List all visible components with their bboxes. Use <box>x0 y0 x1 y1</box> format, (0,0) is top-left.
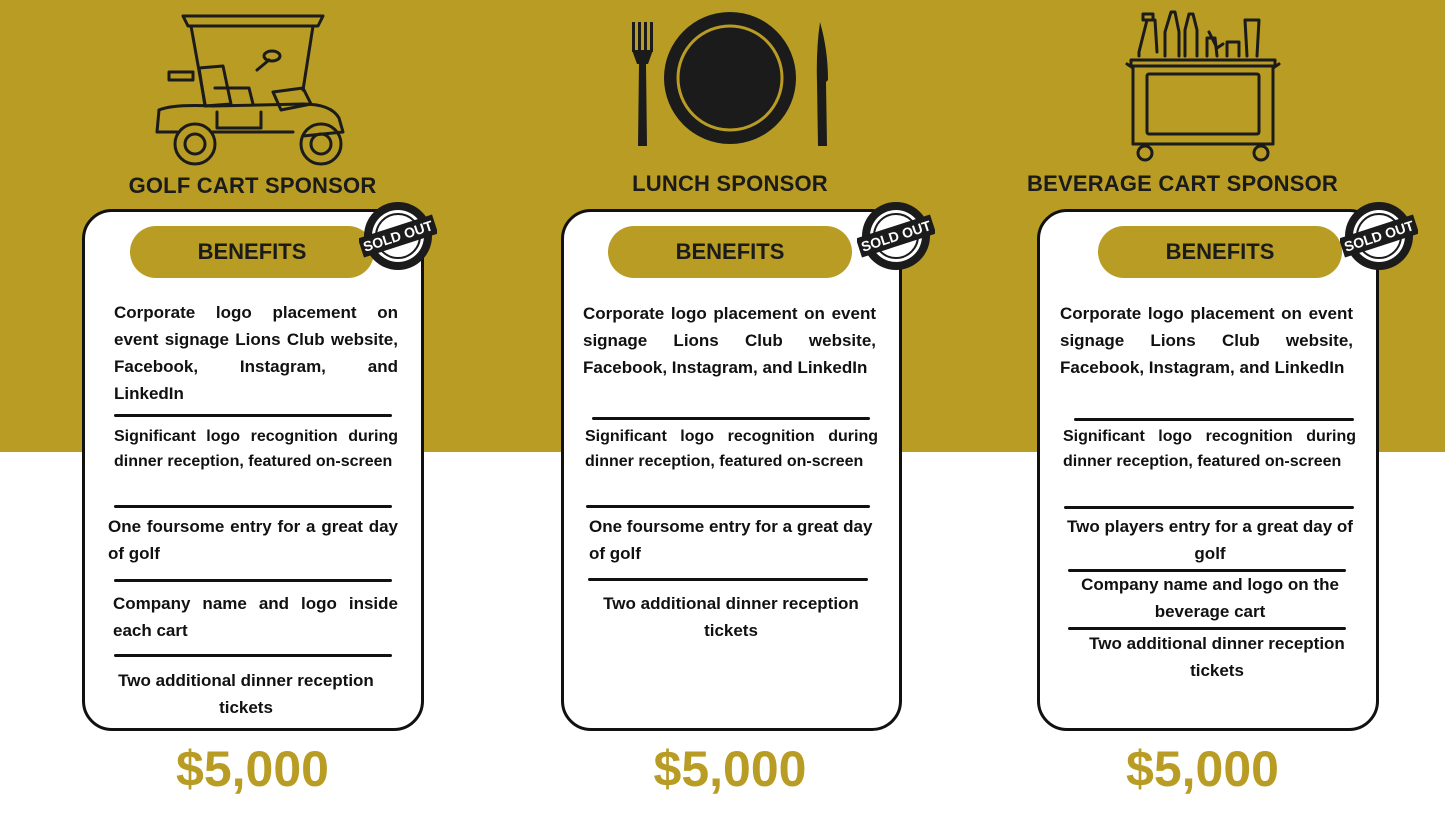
divider <box>592 417 870 420</box>
benefit-item: Company name and logo on the beverage cart <box>1081 575 1339 621</box>
price: $5,000 <box>176 741 329 797</box>
benefit-item: Corporate logo placement on event signage Lions Club website, Facebook, Instagram, and LinkedIn <box>1060 304 1353 377</box>
benefit-item: One foursome entry for a great day of golf <box>108 517 398 563</box>
benefits-header: BENEFITS <box>1098 226 1342 278</box>
sold-out-text: SOLD OUT <box>361 217 435 255</box>
sponsor-title: BEVERAGE CART SPONSOR <box>1026 171 1339 196</box>
benefit-item: Company name and logo inside each cart <box>113 594 398 640</box>
benefits-header: BENEFITS <box>608 226 852 278</box>
divider <box>588 578 868 581</box>
divider <box>1074 418 1354 421</box>
divider <box>114 414 392 417</box>
sponsor-title: LUNCH SPONSOR <box>632 171 828 196</box>
sold-out-text: SOLD OUT <box>1342 217 1416 255</box>
price: $5,000 <box>1126 741 1279 797</box>
divider <box>1064 506 1354 509</box>
benefit-item: Corporate logo placement on event signage Lions Club website, Facebook, Instagram, and LinkedIn <box>114 303 398 403</box>
sold-out-badge <box>1340 197 1418 275</box>
benefit-item: Two additional dinner reception tickets <box>603 594 859 640</box>
plate-fork-knife-icon <box>490 10 970 150</box>
sold-out-badge <box>359 197 437 275</box>
divider <box>114 654 392 657</box>
golf-cart-sponsor-column <box>0 0 505 813</box>
sold-out-text: SOLD OUT <box>859 217 933 255</box>
benefit-item: Significant logo recognition during dinner reception, featured on-screen <box>114 428 398 470</box>
benefit-item: Significant logo recognition during dinner reception, featured on-screen <box>585 428 878 470</box>
price: $5,000 <box>653 741 807 797</box>
benefit-item: One foursome entry for a great day of golf <box>589 517 873 563</box>
benefit-item: Two players entry for a great day of golf <box>1067 517 1353 563</box>
divider <box>114 505 392 508</box>
sold-out-badge <box>857 197 935 275</box>
divider <box>114 579 392 582</box>
benefit-item: Two additional dinner reception tickets <box>1089 634 1345 680</box>
benefit-item: Corporate logo placement on event signage Lions Club website, Facebook, Instagram, and LinkedIn <box>583 304 876 377</box>
benefit-item: Two additional dinner reception tickets <box>118 671 374 717</box>
golf-cart-icon <box>0 8 505 170</box>
benefits-header: BENEFITS <box>130 226 374 278</box>
lunch-sponsor-column <box>490 0 970 813</box>
divider <box>586 505 870 508</box>
sponsor-title: GOLF CART SPONSOR <box>128 173 377 198</box>
beverage-cart-icon <box>960 8 1445 164</box>
benefit-item: Significant logo recognition during dinner reception, featured on-screen <box>1063 428 1356 470</box>
beverage-cart-sponsor-column <box>960 0 1445 813</box>
